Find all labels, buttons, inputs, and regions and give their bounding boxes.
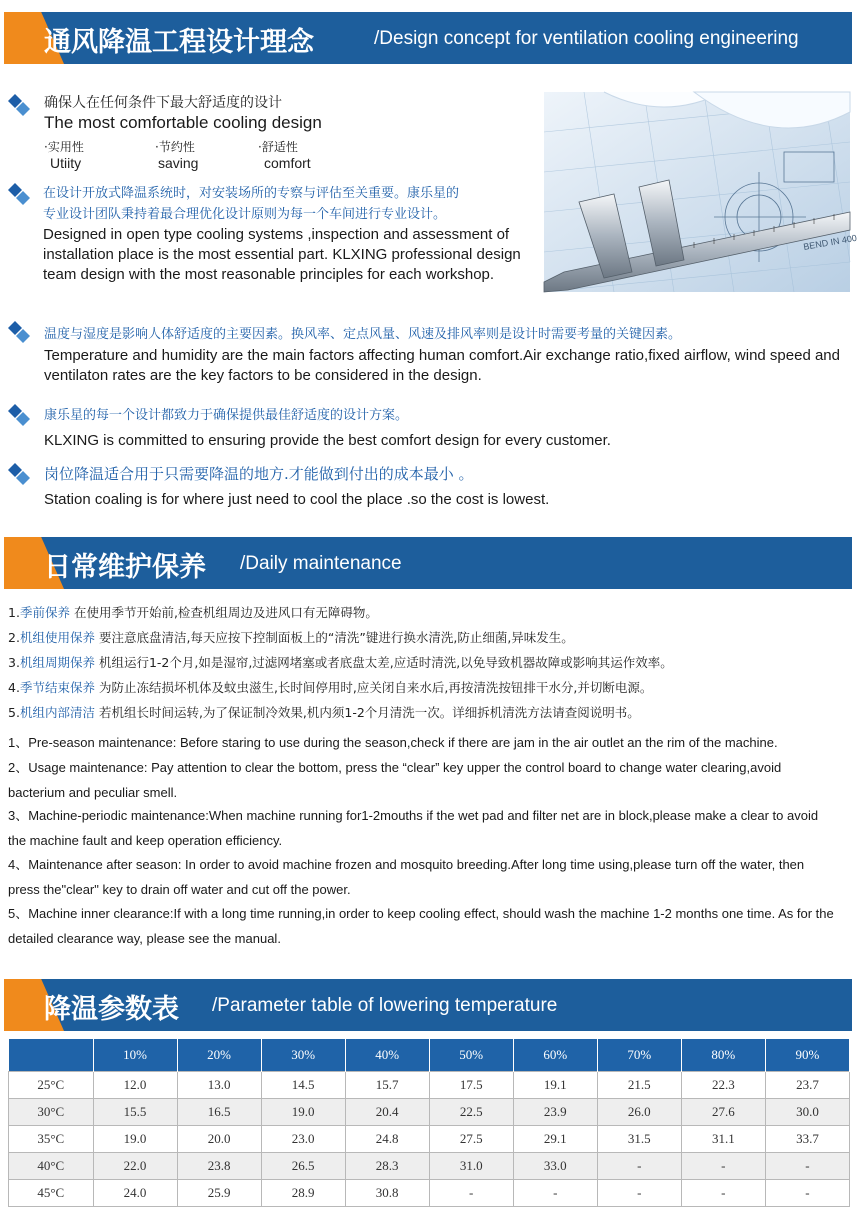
row-label: 40°C <box>9 1153 94 1180</box>
column-header: 30% <box>261 1039 345 1072</box>
table-cell: 23.0 <box>261 1126 345 1153</box>
table-cell: 30.0 <box>765 1099 849 1126</box>
diamond-bullet-icon <box>6 461 32 487</box>
feature-en-2: saving <box>158 155 199 171</box>
table-cell: - <box>765 1180 849 1207</box>
table-cell: 28.3 <box>345 1153 429 1180</box>
table-cell: 31.0 <box>429 1153 513 1180</box>
diamond-bullet-icon <box>6 319 32 345</box>
table-cell: 19.0 <box>93 1126 177 1153</box>
section-header-parameter-table <box>4 979 852 1031</box>
table-cell: 13.0 <box>177 1072 261 1099</box>
section-title-en: /Parameter table of lowering temperature <box>212 995 558 1016</box>
table-cell: - <box>681 1180 765 1207</box>
table-cell: - <box>429 1180 513 1207</box>
table-cell: 22.3 <box>681 1072 765 1099</box>
row-label: 25°C <box>9 1072 94 1099</box>
table-cell: 33.7 <box>765 1126 849 1153</box>
table-cell: 23.9 <box>513 1099 597 1126</box>
column-header: 70% <box>597 1039 681 1072</box>
section-title-zh: 通风降温工程设计理念 <box>44 27 314 58</box>
column-header: 80% <box>681 1039 765 1072</box>
point2-zh-line2: 专业设计团队秉持着最合理优化设计原则为每一个车间进行专业设计。 <box>43 207 447 222</box>
table-row <box>9 1072 850 1099</box>
table-cell: 12.0 <box>93 1072 177 1099</box>
table-row <box>9 1153 850 1180</box>
row-label: 35°C <box>9 1126 94 1153</box>
point5-en: Station coaling is for where just need to cool the place .so the cost is lowest. <box>44 491 550 508</box>
table-cell: 24.8 <box>345 1126 429 1153</box>
table-cell: 15.5 <box>93 1099 177 1126</box>
table-cell: 17.5 <box>429 1072 513 1099</box>
maintenance-en-item: 2、Usage maintenance: Pay attention to clear the bottom, press the “clear” key upper the control board to change water clearing,avoid bacterium and peculiar smell. <box>8 760 782 800</box>
table-cell: - <box>597 1180 681 1207</box>
table-cell: 21.5 <box>597 1072 681 1099</box>
table-cell: 23.7 <box>765 1072 849 1099</box>
point4-zh: 康乐星的每一个设计都致力于确保提供最佳舒适度的设计方案。 <box>44 408 409 423</box>
point5-zh: 岗位降温适合用于只需要降温的地方.才能做到付出的成本最小 。 <box>44 465 474 483</box>
section-title-zh: 日常维护保养 <box>44 552 206 583</box>
table-cell: 23.8 <box>177 1153 261 1180</box>
diamond-bullet-icon <box>6 92 32 118</box>
feature-zh-3: ·舒适性 <box>258 140 298 154</box>
table-cell: - <box>513 1180 597 1207</box>
point4-en: KLXING is committed to ensuring provide the best comfort design for every customer. <box>44 432 611 449</box>
table-row <box>9 1126 850 1153</box>
diamond-bullet-icon <box>6 402 32 428</box>
maintenance-zh-item: 2.机组使用保养 要注意底盘清洁,每天应按下控制面板上的“清洗”键进行换水清洗,防止细菌,异味发生。 <box>8 630 574 645</box>
feature-zh-1: ·实用性 <box>44 140 84 154</box>
engineering-blueprint-photo <box>544 92 858 292</box>
table-row <box>9 1180 850 1207</box>
point3-en: Temperature and humidity are the main factors affecting human comfort.Air exchange ratio,fixed airflow, wind speed and ventilaton rates are the key factors to be considered in the design. <box>44 347 840 384</box>
table-cell: 19.0 <box>261 1099 345 1126</box>
table-cell: 27.6 <box>681 1099 765 1126</box>
diamond-bullet-icon <box>6 181 32 207</box>
table-cell: 26.5 <box>261 1153 345 1180</box>
point3-zh: 温度与湿度是影响人体舒适度的主要因素。换风率、定点风量、风速及排风率则是设计时需要考量的关键因素。 <box>44 327 682 342</box>
point1-en: The most comfortable cooling design <box>44 113 322 132</box>
table-cell: 24.0 <box>93 1180 177 1207</box>
maintenance-zh-item: 1.季前保养 在使用季节开始前,检查机组周边及进风口有无障碍物。 <box>8 605 378 620</box>
table-cell: 31.5 <box>597 1126 681 1153</box>
column-header: 20% <box>177 1039 261 1072</box>
table-cell: 26.0 <box>597 1099 681 1126</box>
table-cell: - <box>681 1153 765 1180</box>
feature-zh-2: ·节约性 <box>155 140 195 154</box>
table-cell: 22.5 <box>429 1099 513 1126</box>
column-header: 90% <box>765 1039 849 1072</box>
table-cell: 27.5 <box>429 1126 513 1153</box>
table-cell: 20.0 <box>177 1126 261 1153</box>
table-row <box>9 1099 850 1126</box>
section-title-en: /Design concept for ventilation cooling engineering <box>374 28 799 49</box>
table-cell: 20.4 <box>345 1099 429 1126</box>
maintenance-en-item: 3、Machine-periodic maintenance:When machine running for1-2mouths if the wet pad and filter net are in block,please make a clear to avoid the machine fault and keep operation efficiency. <box>8 808 819 848</box>
blueprint-label: BEND IN 400 <box>802 232 858 252</box>
section-title-zh: 降温参数表 <box>44 994 179 1025</box>
maintenance-en-item: 4、Maintenance after season: In order to avoid machine frozen and mosquito breeding.After long time using,please turn off the water, then press the"clear" key to drain off water and cut off the power. <box>8 857 805 897</box>
section-header-design-concept <box>4 12 852 64</box>
table-corner <box>9 1039 94 1072</box>
section-header-daily-maintenance <box>4 537 852 589</box>
column-header: 50% <box>429 1039 513 1072</box>
table-cell: 15.7 <box>345 1072 429 1099</box>
table-cell: 19.1 <box>513 1072 597 1099</box>
table-cell: - <box>765 1153 849 1180</box>
blueprint-caliper-illustration <box>544 92 858 292</box>
table-cell: 16.5 <box>177 1099 261 1126</box>
table-cell: 28.9 <box>261 1180 345 1207</box>
column-header: 60% <box>513 1039 597 1072</box>
table-header-row <box>9 1039 850 1072</box>
row-label: 45°C <box>9 1180 94 1207</box>
feature-en-3: comfort <box>264 155 311 171</box>
section-title-en: /Daily maintenance <box>240 553 402 574</box>
feature-en-1: Utiity <box>50 155 82 171</box>
table-cell: 33.0 <box>513 1153 597 1180</box>
table-cell: - <box>597 1153 681 1180</box>
table-cell: 29.1 <box>513 1126 597 1153</box>
point1-zh: 确保人在任何条件下最大舒适度的设计 <box>44 95 282 111</box>
table-cell: 31.1 <box>681 1126 765 1153</box>
parameter-table <box>8 1039 850 1207</box>
row-label: 30°C <box>9 1099 94 1126</box>
point2-zh-line1: 在设计开放式降温系统时，对安装场所的专察与评估至关重要。康乐星的 <box>43 186 460 201</box>
maintenance-en-item: 1、Pre-season maintenance: Before staring to use during the season,check if there are jam in the air outlet an the rim of the machine. <box>8 735 778 750</box>
maintenance-en-item: 5、Machine inner clearance:If with a long time running,in order to keep cooling effect, should wash the machine 1-2 months one time. As for the detailed clearance way, please see the manual. <box>8 906 834 946</box>
column-header: 10% <box>93 1039 177 1072</box>
point2-en: Designed in open type cooling systems ,inspection and assessment of installation place is the most essential part. KLXING professional design team design with the most reasonable principles for each workshop. <box>43 226 521 283</box>
table-cell: 22.0 <box>93 1153 177 1180</box>
table-cell: 14.5 <box>261 1072 345 1099</box>
maintenance-zh-item: 5.机组内部清洁 若机组长时间运转,为了保证制冷效果,机内须1-2个月清洗一次。详细拆机清洗方法请查阅说明书。 <box>8 705 640 720</box>
table-cell: 25.9 <box>177 1180 261 1207</box>
table-cell: 30.8 <box>345 1180 429 1207</box>
maintenance-zh-item: 3.机组周期保养 机组运行1-2个月,如是湿帘,过滤网堵塞或者底盘太差,应适时清洗,以免导致机器故障或影响其运作效率。 <box>8 655 673 670</box>
maintenance-zh-item: 4.季节结束保养 为防止冻结损坏机体及蚊虫滋生,长时间停用时,应关闭自来水后,再按清洗按钮排干水分,并切断电源。 <box>8 680 653 695</box>
column-header: 40% <box>345 1039 429 1072</box>
